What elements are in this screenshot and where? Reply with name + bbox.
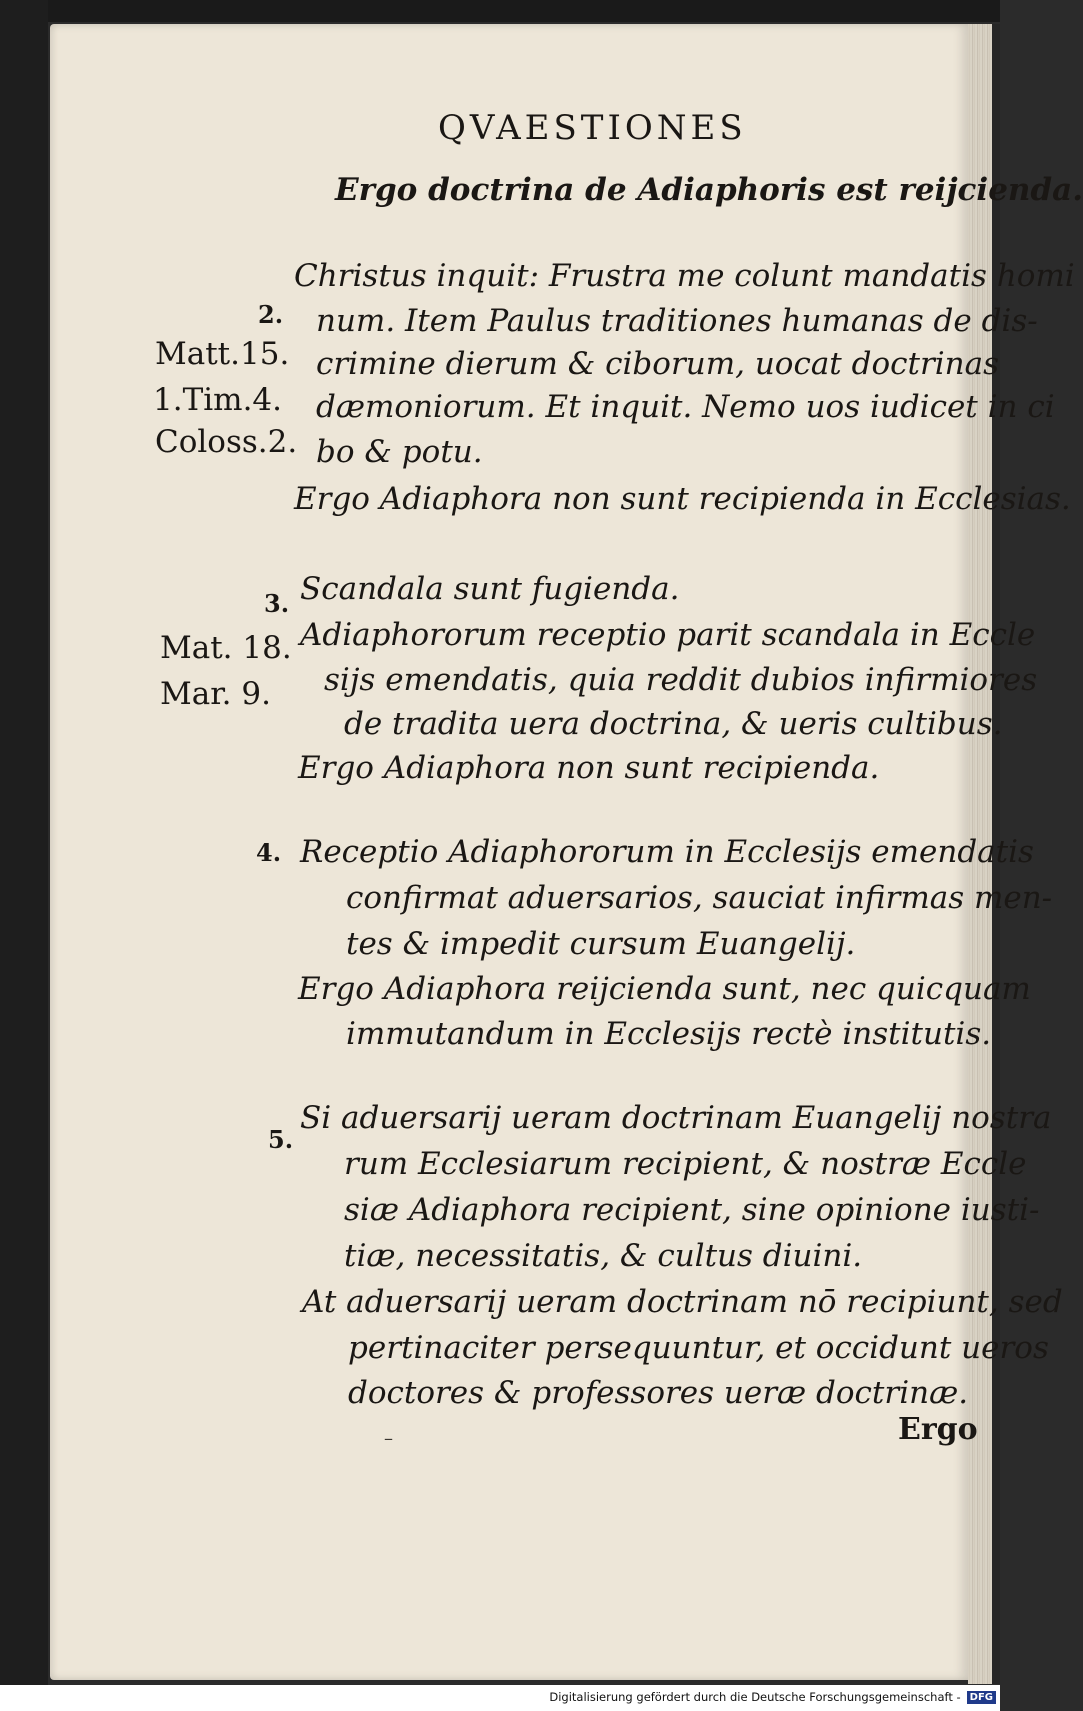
text-line: sijs emendatis, quia reddit dubios infirmiores: [324, 662, 1038, 698]
text-line: bo & potu.: [316, 434, 483, 470]
argument-number: 4.: [256, 838, 282, 867]
footer-text: Digitalisierung gefördert durch die Deutsche Forschungsgemeinschaft -: [549, 1690, 961, 1704]
margin-reference: Matt.15.: [155, 336, 290, 372]
text-line: Scandala sunt fugienda.: [300, 571, 680, 607]
text-line: crimine dierum & ciborum, uocat doctrinas: [316, 346, 1000, 382]
margin-reference: Mat. 18.: [160, 630, 292, 666]
dfg-logo-icon: DFG: [967, 1691, 996, 1704]
running-head: QVAESTIONES: [438, 108, 747, 148]
text-line: Christus inquit: Frustra me colunt mandatis homi: [294, 258, 1075, 294]
margin-reference: Coloss.2.: [155, 424, 298, 460]
scan-left-border: [0, 0, 48, 1711]
argument-conclusion: Ergo Adiaphora non sunt recipienda.: [298, 750, 880, 786]
text-line: tiæ, necessitatis, & cultus diuini.: [344, 1238, 863, 1274]
top-conclusion: Ergo doctrina de Adiaphoris est reijcienda.: [335, 172, 1083, 208]
text-line: Adiaphororum receptio parit scandala in Eccle: [300, 617, 1036, 653]
catchword: Ergo: [898, 1412, 978, 1447]
argument-conclusion: immutandum in Ecclesijs rectè institutis.: [346, 1016, 992, 1052]
text-line: confirmat aduersarios, sauciat infirmas men-: [346, 880, 1053, 916]
text-line: de tradita uera doctrina, & ueris cultibus.: [344, 706, 1003, 742]
argument-conclusion: Ergo Adiaphora non sunt recipienda in Ecclesias.: [294, 481, 1071, 517]
argument-number: 3.: [264, 589, 290, 618]
argument-conclusion: Ergo Adiaphora reijcienda sunt, nec quicquam: [298, 971, 1031, 1007]
text-line: siæ Adiaphora recipient, sine opinione iusti-: [344, 1192, 1040, 1228]
text-line: rum Ecclesiarum recipient, & nostræ Eccle: [344, 1146, 1027, 1182]
argument-conclusion: pertinaciter persequuntur, et occidunt ueros: [348, 1330, 1049, 1366]
argument-number: 2.: [258, 300, 284, 329]
digitization-footer: [0, 1690, 1000, 1708]
text-line: Receptio Adiaphororum in Ecclesijs emendatis: [300, 834, 1034, 870]
scan-top-border: [0, 0, 1000, 22]
margin-reference: 1.Tim.4.: [153, 382, 282, 418]
printer-mark: –: [384, 1428, 393, 1449]
text-line: Si aduersarij ueram doctrinam Euangelij nostra: [300, 1100, 1052, 1136]
argument-number: 5.: [268, 1125, 294, 1154]
text-line: dæmoniorum. Et inquit. Nemo uos iudicet in ci: [316, 389, 1055, 425]
margin-reference: Mar. 9.: [160, 676, 271, 712]
argument-conclusion: At aduersarij ueram doctrinam nō recipiunt, sed: [302, 1284, 1063, 1320]
text-line: tes & impedit cursum Euangelij.: [346, 926, 856, 962]
text-line: num. Item Paulus traditiones humanas de dis-: [316, 303, 1038, 339]
argument-conclusion: doctores & professores ueræ doctrinæ.: [348, 1375, 969, 1411]
